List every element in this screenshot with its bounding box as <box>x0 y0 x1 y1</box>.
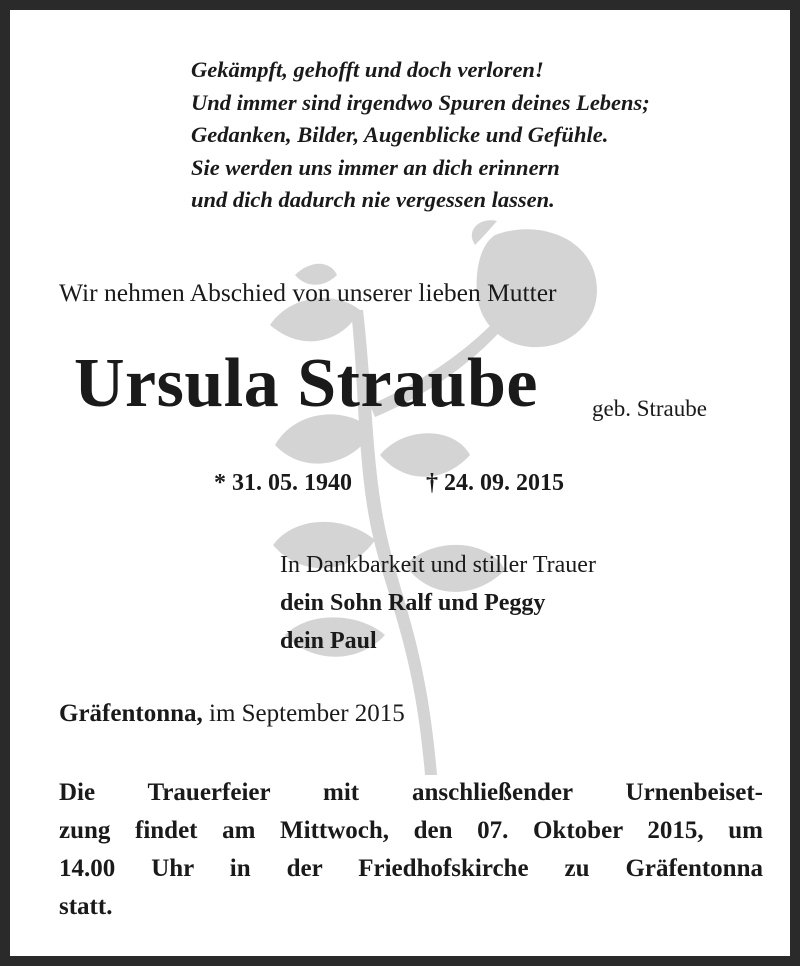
mourner-name: dein Sohn Ralf und Peggy <box>280 590 546 616</box>
funeral-announcement <box>59 774 763 926</box>
mourning-phrase: In Dankbarkeit und stiller Trauer <box>280 552 596 578</box>
funeral-line: 14.00 Uhr in der Friedhofskirche zu Gräfentonna <box>59 855 763 882</box>
verse-line: Und immer sind irgendwo Spuren deines Lebens; <box>191 89 650 115</box>
funeral-line: statt. <box>59 893 113 920</box>
birth-date: * 31. 05. 1940 <box>214 470 352 496</box>
mourners-block <box>280 546 596 660</box>
notice-date: im September 2015 <box>209 700 405 727</box>
funeral-line: Die Trauerfeier mit anschließender Urnenbeiset- <box>59 779 763 806</box>
farewell-intro: Wir nehmen Abschied von unserer lieben Mutter <box>59 278 557 307</box>
place-date-line <box>59 700 405 728</box>
memorial-verse <box>191 54 650 217</box>
verse-line: Sie werden uns immer an dich erinnern <box>191 154 560 180</box>
verse-line: Gedanken, Bilder, Augenblicke und Gefühle. <box>191 122 609 147</box>
death-date: † 24. 09. 2015 <box>426 470 564 496</box>
funeral-line: zung findet am Mittwoch, den 07. Oktober 2015, um <box>59 817 763 844</box>
verse-line: Gekämpft, gehofft und doch verloren! <box>191 57 544 82</box>
deceased-name: Ursula Straube <box>74 345 538 422</box>
maiden-name: geb. Straube <box>592 396 707 421</box>
verse-line: und dich dadurch nie vergessen lassen. <box>191 187 555 212</box>
town-name: Gräfentonna, <box>59 700 203 727</box>
mourner-name: dein Paul <box>280 628 377 654</box>
